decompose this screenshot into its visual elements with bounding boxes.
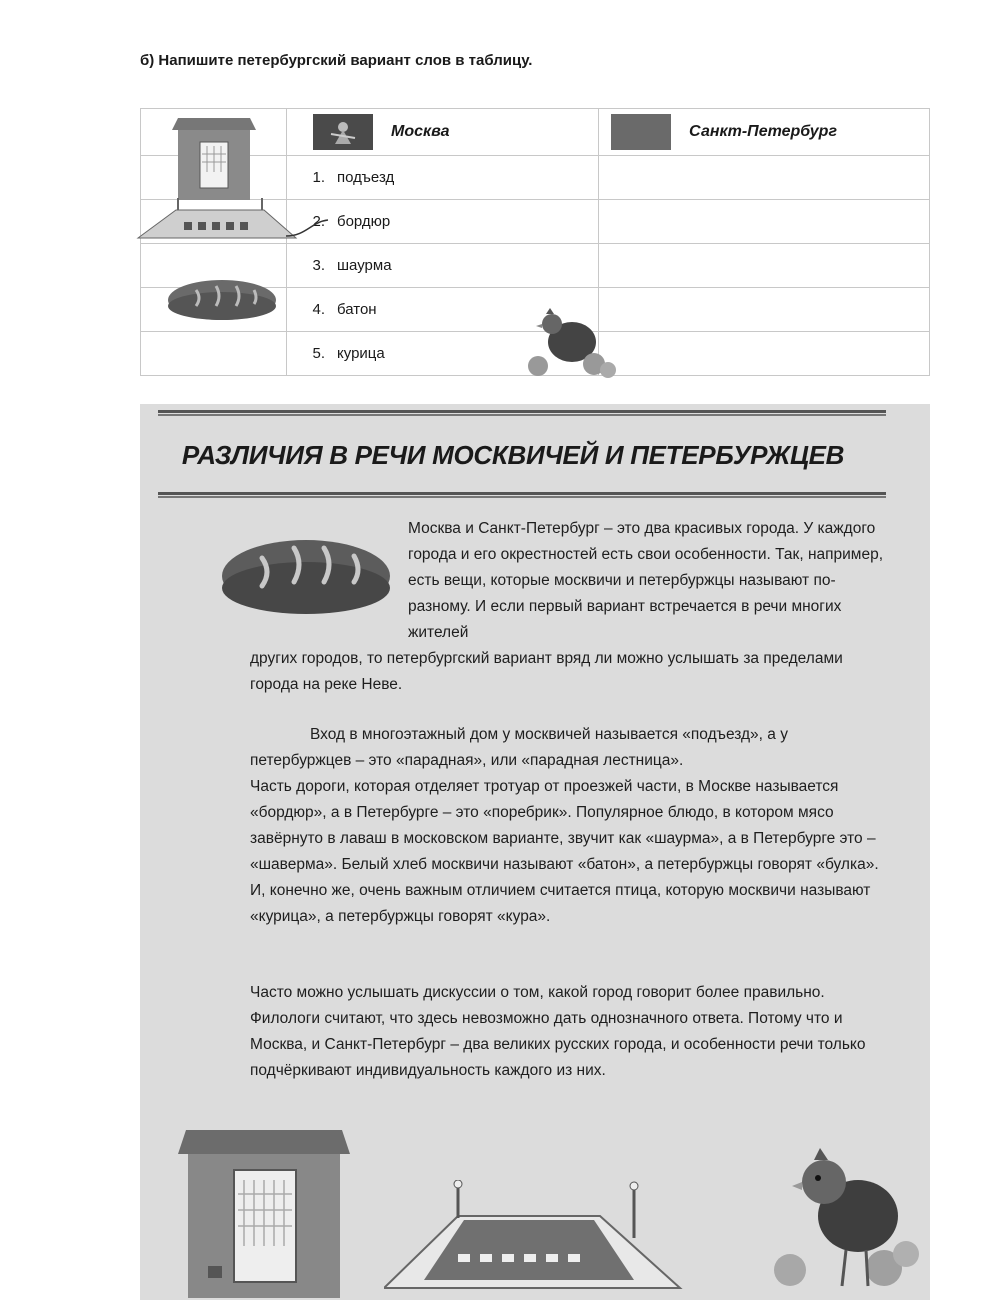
spb-answer-cell[interactable] (599, 244, 930, 288)
divider (158, 410, 886, 416)
divider (158, 492, 886, 498)
article-paragraph: Часть дороги, которая отделяет тротуар от проезжей части, в Москве называется «бордюр», а в Петербурге – это «поребрик». Популярное блюдо, в котором мясо завёрнуто в лаваш в московском варианте, звучит как «шаурма», а в Петербурге это – «шаверма». Белый хлеб москвичи называют «батон», а петербуржцы говорят «булка». И, конечно же, очень важным отличием считается птица, которую москвичи называют «курица», а петербуржцы говорят «кура». (250, 778, 879, 925)
spb-answer-cell[interactable] (599, 156, 930, 200)
house-icon (168, 116, 260, 200)
moscow-header-label: Москва (391, 123, 450, 140)
bread-loaf-icon (220, 538, 392, 620)
spb-answer-cell[interactable] (599, 288, 930, 332)
spb-coat-of-arms-icon (611, 114, 671, 150)
moscow-word-cell: 3. шаурма (287, 244, 599, 288)
moscow-word: батон (337, 301, 377, 318)
crosswalk-curb-icon (136, 196, 336, 244)
article-panel (140, 404, 930, 1300)
house-icon (178, 1126, 350, 1298)
spb-answer-cell[interactable] (599, 332, 930, 376)
hen-with-chicks-icon (522, 306, 618, 382)
bread-loaf-icon (166, 278, 278, 322)
moscow-word: бордюр (337, 213, 391, 230)
hen-with-chicks-icon (770, 1142, 920, 1290)
moscow-word: курица (337, 345, 385, 362)
article-paragraph: Москва и Санкт-Петербург – это два красивых города. У каждого города и его окрестностей есть свои особенности. Так, например, есть вещи, которые москвичи и петербуржцы называют по-разному. И если первый вариант встречается в речи многих жителей (408, 520, 883, 641)
moscow-word: шаурма (337, 257, 392, 274)
moscow-word-cell: 5. курица (287, 332, 599, 376)
spb-header-label: Санкт-Петербург (689, 123, 837, 140)
article-paragraph: Вход в многоэтажный дом у москвичей называется «подъезд», а у петербуржцев – это «парадная», или «парадная лестница». (250, 726, 788, 769)
moscow-word: подъезд (337, 169, 395, 186)
crosswalk-curb-icon (384, 1180, 704, 1296)
article-paragraph: других городов, то петербургский вариант вряд ли можно услышать за пределами города на реке Неве. (250, 650, 843, 693)
spb-answer-cell[interactable] (599, 200, 930, 244)
moscow-header-cell (287, 109, 599, 156)
task-instruction: б) Напишите петербургский вариант слов в таблицу. (140, 52, 533, 69)
moscow-word-cell: 1. подъезд (287, 156, 599, 200)
article-paragraph: Часто можно услышать дискуссии о том, какой город говорит более правильно. Филологи считают, что здесь невозможно дать однозначного ответа. Потому что и Москва, и Санкт-Петербург – два великих русских города, и особенности речи только подчёркивают индивидуальность каждого из них. (250, 984, 866, 1079)
moscow-word-cell: 2. бордюр (287, 200, 599, 244)
moscow-coat-of-arms-icon (313, 114, 373, 150)
article-title: РАЗЛИЧИЯ В РЕЧИ МОСКВИЧЕЙ И ПЕТЕРБУРЖЦЕВ (181, 440, 845, 470)
spb-header-cell (599, 109, 930, 156)
moscow-word-cell: 4. батон (287, 288, 599, 332)
